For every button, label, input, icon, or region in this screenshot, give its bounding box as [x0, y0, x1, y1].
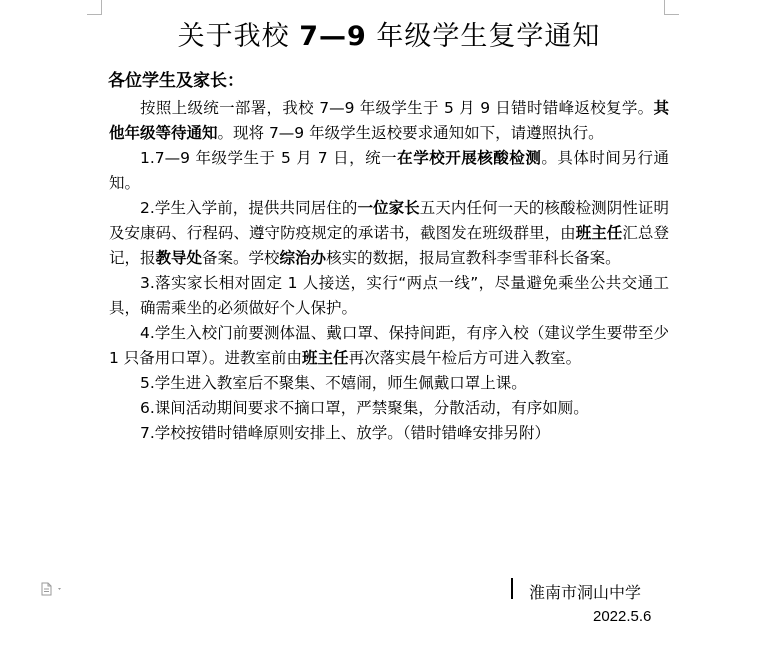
body-text: 汇总登记，报	[109, 224, 669, 267]
emphasis-text: 一位家长	[357, 199, 420, 217]
emphasis-text: 综治办	[279, 249, 327, 267]
emphasis-text: 教导处	[155, 249, 203, 267]
emphasis-text: 班主任	[302, 349, 349, 367]
body-text: 3.落实家长相对固定 1 人接送，实行“两点一线”，尽量避免乘坐公共交通工具，确需乘坐的必须做好个人保护。	[109, 274, 669, 317]
page-title	[0, 14, 778, 53]
emphasis-text: 在学校开展核酸检测	[397, 149, 542, 167]
notice-item-5	[109, 371, 669, 396]
notice-item-4	[109, 321, 669, 371]
title-grade-range: 7—9	[299, 21, 367, 52]
notice-item-1	[109, 146, 669, 196]
body-text: 5.学生进入教室后不聚集、不嬉闹，师生佩戴口罩上课。	[140, 374, 527, 392]
document-icon[interactable]	[40, 582, 64, 596]
notice-item-6	[109, 396, 669, 421]
signature-school: 淮南市洞山中学	[529, 583, 642, 602]
page-corner-mark-left	[87, 0, 102, 15]
notice-item-7	[109, 421, 669, 446]
body-text: 再次落实晨午检后方可进入教室。	[348, 349, 582, 367]
emphasis-text: 其他年级等待通知	[109, 99, 669, 142]
body-text: 按照上级统一部署，我校 7—9 年级学生于 5 月 9 日错时错峰返校复学。	[140, 99, 654, 117]
body-text: 4.学生入校门前要测体温、戴口罩、保持间距，有序入校（建议学生要带至少 1 只备用口罩）。进教室前由	[109, 324, 669, 367]
body-text: 。现将 7—9 年级学生返校要求通知如下，请遵照执行。	[217, 124, 604, 142]
body-text: 核实的数据，报局宣教科李雪菲科长备案。	[326, 249, 621, 267]
body-text: 备案。学校	[202, 249, 280, 267]
salutation: 各位学生及家长：	[108, 71, 244, 91]
title-suffix: 年级学生复学通知	[366, 21, 601, 52]
body-text: 7.学校按错时错峰原则安排上、放学。（错时错峰安排另附）	[140, 424, 551, 442]
body-text: 2.学生入学前，提供共同居住的	[140, 199, 358, 217]
body-text: 五天内任何一天的核酸检测阴性证明及安康码、行程码、遵守防疫规定的承诺书，截图发在班级群里，由	[109, 199, 669, 242]
intro-paragraph	[109, 96, 669, 146]
emphasis-text: 班主任	[575, 224, 623, 242]
body-text: 6.课间活动期间要求不摘口罩，严禁聚集，分散活动，有序如厕。	[140, 399, 589, 417]
notice-item-3	[109, 271, 669, 321]
notice-item-2	[109, 196, 669, 271]
page-corner-mark-right	[664, 0, 679, 15]
text-cursor	[511, 578, 513, 599]
body-text: 1.7—9 年级学生于 5 月 7 日，统一	[140, 149, 398, 167]
signature-date: 2022.5.6	[593, 608, 652, 625]
notice-body	[109, 96, 669, 446]
dropdown-caret-icon	[58, 588, 61, 590]
title-prefix: 关于我校	[177, 21, 300, 52]
notice-items	[109, 146, 669, 446]
body-text: 。具体时间另行通知。	[109, 149, 669, 192]
